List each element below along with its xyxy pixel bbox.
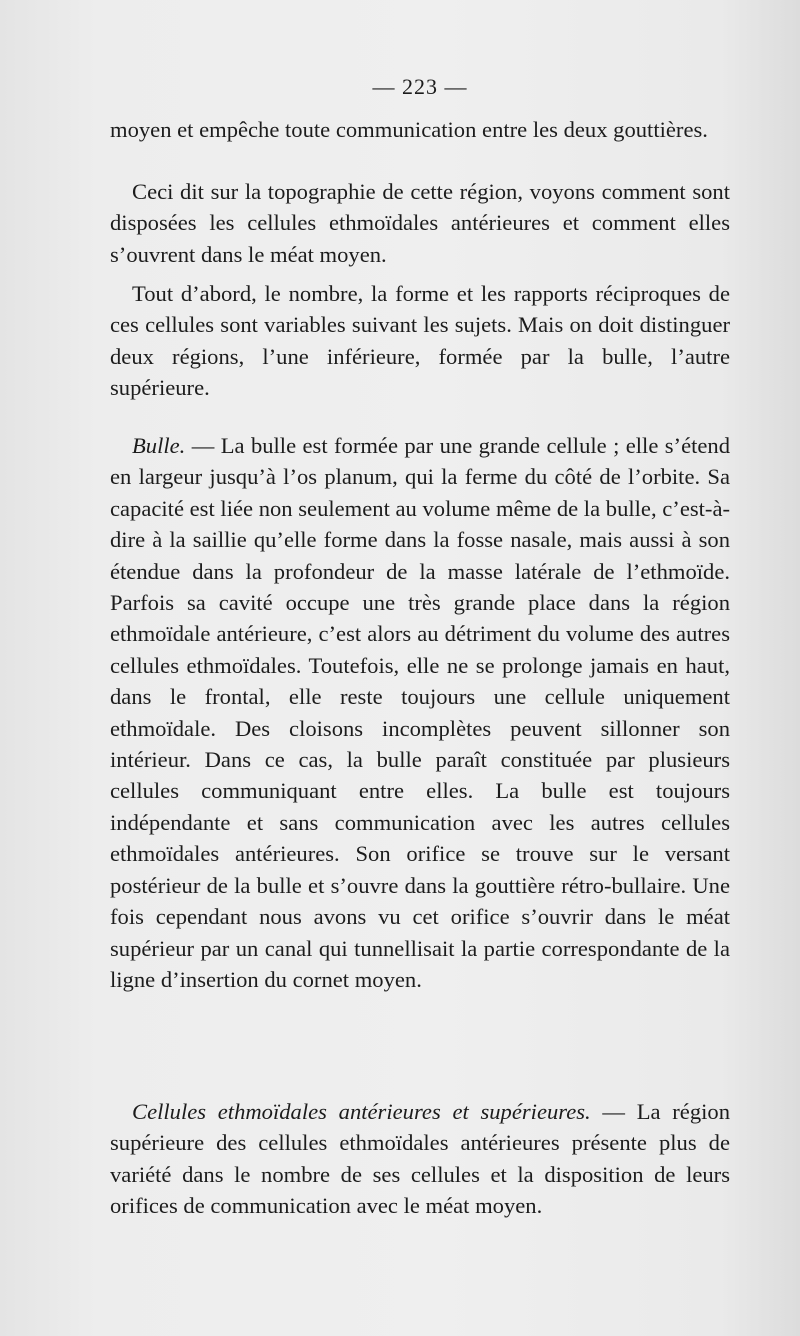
- section-heading-bulle: Bulle.: [132, 433, 186, 458]
- paragraph-bulle: [110, 430, 730, 995]
- section-cellules-superieures: [110, 1096, 730, 1222]
- section-heading-cellules: Cellules ethmoïdales antérieures et supérieures.: [132, 1099, 591, 1124]
- paragraph-text: Tout d’abord, le nombre, la forme et les rapports réciproques de ces cellules sont variables suivant les sujets. Mais on doit distinguer deux régions, l’une inférieure, formée par la bulle, l’autre supérieure.: [110, 281, 730, 401]
- paragraph-topography: [110, 176, 730, 270]
- paragraph-variability: [110, 278, 730, 404]
- paragraph-text: — La région supérieure des cellules ethmoïdales antérieures présente plus de variété dans le nombre de ses cellules et la disposition de leurs orifices de communication avec le méat moyen.: [110, 1099, 730, 1219]
- paragraph-text: Ceci dit sur la topographie de cette région, voyons comment sont disposées les cellules ethmoïdales antérieures et comment elles s’ouvrent dans le méat moyen.: [110, 179, 730, 267]
- section-bulle: [110, 430, 730, 995]
- page-number: — 223 —: [372, 74, 468, 99]
- paragraph-cellules: [110, 1096, 730, 1222]
- paragraph-continuation: [110, 114, 730, 145]
- paragraph-text: moyen et empêche toute communication entre les deux gouttières.: [110, 117, 708, 142]
- paragraph-text: — La bulle est formée par une grande cellule ; elle s’étend en largeur jusqu’à l’os planum, qui la ferme du côté de l’orbite. Sa capacité est liée non seulement au volume même de la bulle, c’est-à-dire à la saillie qu’elle forme dans la fosse nasale, mais aussi à son étendue dans la profondeur de la masse latérale de l’ethmoïde. Parfois sa cavité occupe une très grande place dans la région ethmoïdale antérieure, c’est alors au détriment du volume des autres cellules ethmoïdales. Toutefois, elle ne se prolonge jamais en haut, dans le frontal, elle reste toujours une cellule uniquement ethmoïdale. Des cloisons incomplètes peuvent sillonner son intérieur. Dans ce cas, la bulle paraît constituée par plusieurs cellules communiquant entre elles. La bulle est toujours indépendante et sans communication avec les autres cellules ethmoïdales antérieures. Son orifice se trouve sur le versant postérieur de la bulle et s’ouvre dans la gouttière rétro-bullaire. Une fois cependant nous avons vu cet orifice s’ouvrir dans le méat supérieur par un canal qui tunnellisait la partie correspondante de la ligne d’insertion du cornet moyen.: [110, 433, 730, 992]
